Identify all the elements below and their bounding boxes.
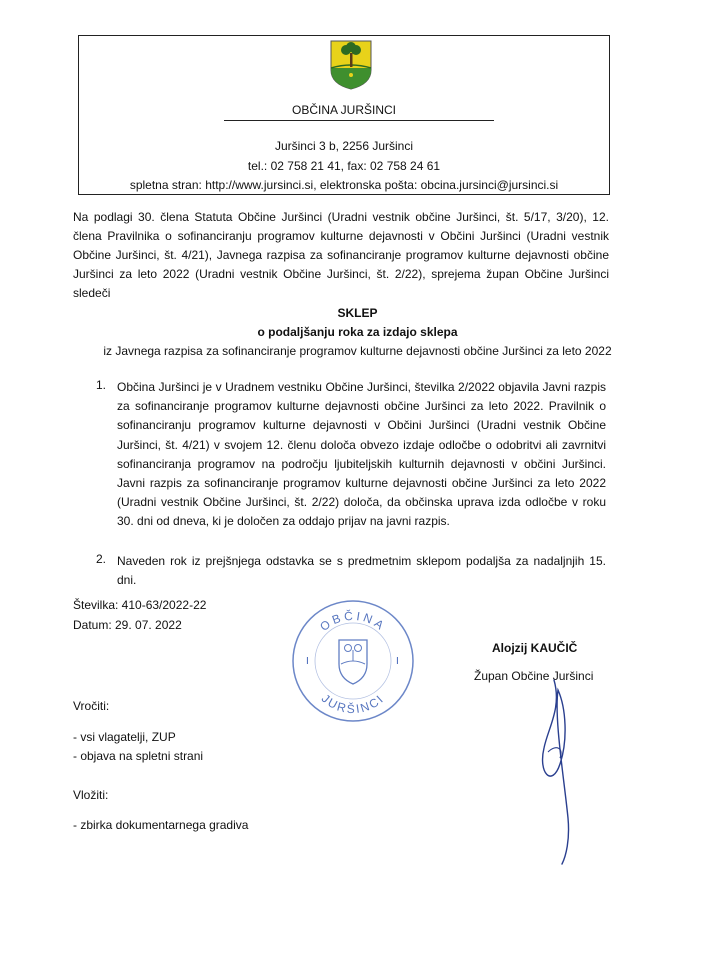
letterhead bbox=[78, 35, 610, 195]
phone-fax-line: tel.: 02 758 21 41, fax: 02 758 24 61 bbox=[247, 159, 441, 173]
official-stamp bbox=[290, 598, 416, 724]
document-date: Datum: 29. 07. 2022 bbox=[73, 618, 182, 632]
file-to-label: Vložiti: bbox=[73, 788, 109, 802]
item-text: Občina Juršinci je v Uradnem vestniku Občine Juršinci, številka 2/2022 objavila Javni razpis za sofinanciranje programov kulturne dejavnosti občine Juršinci za leto 2022. Pravilnik o sofinanciranju programov kulturne dejavnosti v Občini Juršinci (Uradni vestnik Občine Juršinci, št. 4/21) v svojem 12. členu določa obvezo izdaje odločbe o odobritvi ali zavrnitvi sofinanciranja programov na področju ljubiteljskih kulturnih dejavnosti v občini Juršinci. Javni razpis za sofinanciranje programov kulturne dejavnosti občine Juršinci za leto 2022 (Uradni vestnik Občine Juršinci, št. 2/22) določa, da občinska uprava izda odločbe v roku 30. dni od dneva, ki je določen za oddajo prijav na javni razpis. bbox=[117, 380, 606, 529]
document-title: SKLEP bbox=[337, 306, 378, 320]
deliver-to-item: - vsi vlagatelji, ZUP bbox=[73, 730, 176, 744]
web-email-line: spletna stran: http://www.jursinci.si, elektronska pošta: obcina.jursinci@jursinci.si bbox=[129, 178, 559, 192]
stamp-bottom-text: JURŠINCI bbox=[318, 691, 388, 717]
handwritten-signature bbox=[530, 668, 610, 868]
stamp-numeral-left: I bbox=[306, 656, 309, 667]
coat-of-arms-icon bbox=[330, 40, 372, 90]
deliver-to-label: Vročiti: bbox=[73, 699, 110, 713]
org-name: OBČINA JURŠINCI bbox=[291, 103, 396, 117]
svg-text:OBČINA bbox=[317, 608, 388, 634]
signer-name: Alojzij KAUČIČ bbox=[492, 641, 578, 655]
item-text: Naveden rok iz prejšnjega odstavka se s predmetnim sklepom podaljša za nadaljnjih 15. dni. bbox=[117, 554, 606, 588]
item-number: 2. bbox=[96, 552, 107, 566]
file-to-item: - zbirka dokumentarnega gradiva bbox=[73, 818, 249, 832]
deliver-to-item: - objava na spletni strani bbox=[73, 749, 204, 763]
document-subject-line: iz Javnega razpisa za sofinanciranje programov kulturne dejavnosti občine Juršinci za leto 2022 bbox=[103, 344, 612, 358]
divider bbox=[224, 120, 494, 121]
stamp-shield-icon bbox=[339, 640, 367, 684]
signer-title: Župan Občine Juršinci bbox=[474, 669, 594, 683]
document-number: Številka: 410-63/2022-22 bbox=[73, 598, 207, 612]
stamp-top-text: OBČINA bbox=[317, 608, 389, 635]
address-line: Juršinci 3 b, 2256 Juršinci bbox=[274, 139, 414, 153]
document-subtitle: o podaljšanju roka za izdajo sklepa bbox=[257, 325, 458, 339]
intro-paragraph: Na podlagi 30. člena Statuta Občine Juršinci (Uradni vestnik občine Juršinci, št. 5/17, 3/20), 12. člena Pravilnika o sofinanciranju programov kulturne dejavnosti v Občini Juršinci (Uradni vestnik Občine Juršinci, št. 4/21), Javnega razpisa za sofinanciranje programov kulturne dejavnosti občine Juršinci za leto 2022 (Uradni vestnik Občine Juršinci, št. 2/22), sprejema župan Občine Juršinci sledeči bbox=[73, 210, 609, 300]
stamp-numeral-right: I bbox=[396, 656, 399, 667]
item-number: 1. bbox=[96, 378, 107, 392]
svg-text:JURŠINCI bbox=[319, 691, 387, 716]
